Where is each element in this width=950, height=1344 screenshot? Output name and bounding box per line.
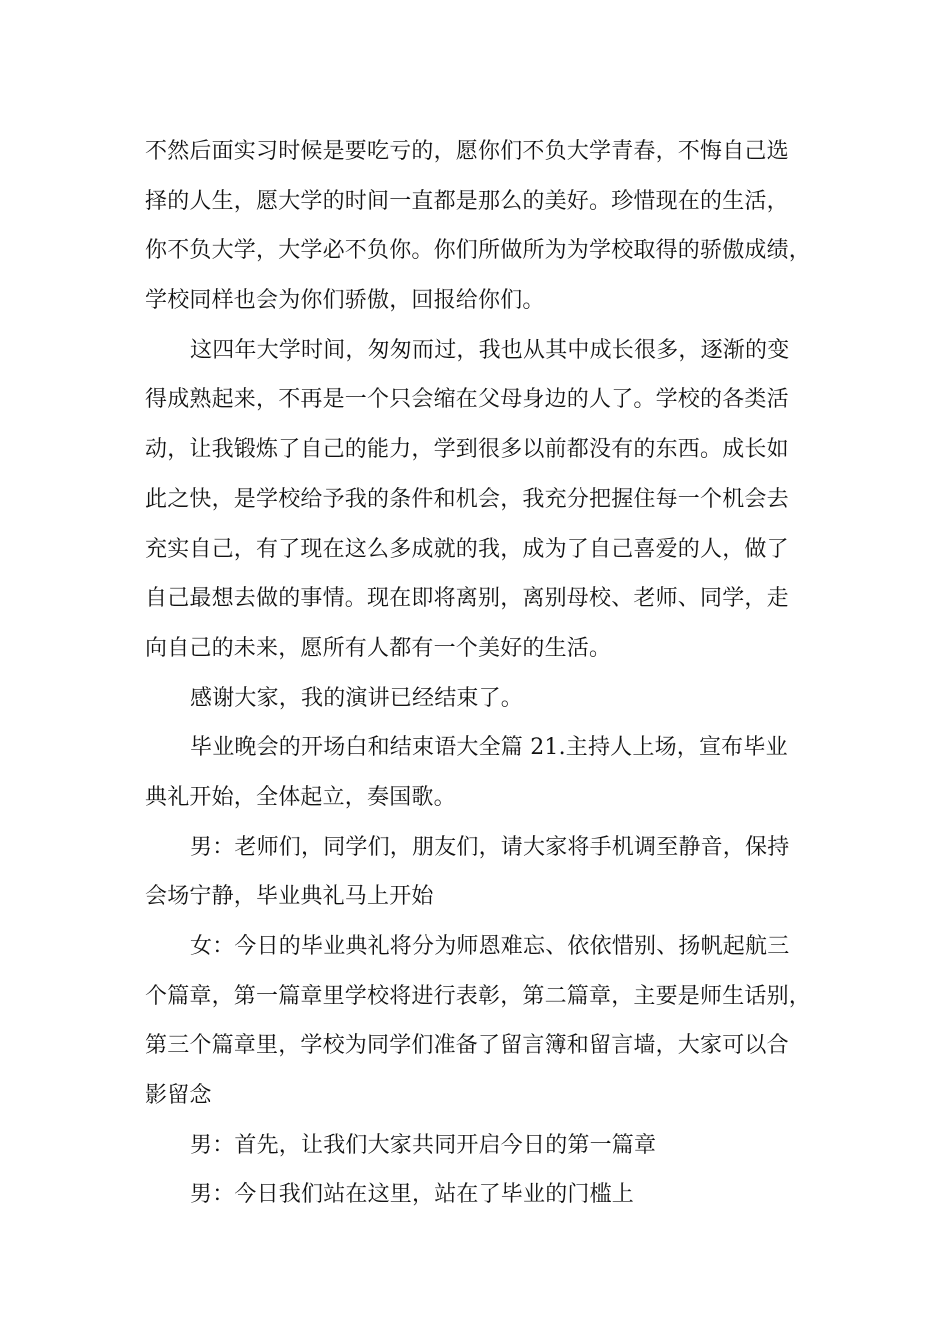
paragraph-first-line: 男：老师们，同学们，朋友们，请大家将手机调至静音，保持	[190, 835, 790, 860]
text-line: 此之快，是学校给予我的条件和机会，我充分把握住每一个机会去	[145, 487, 789, 512]
text-line: 向自己的未来，愿所有人都有一个美好的生活。	[145, 636, 612, 661]
paragraph-first-line: 男：今日我们站在这里，站在了毕业的门槛上	[190, 1182, 635, 1207]
text-line: 学校同样也会为你们骄傲，回报给你们。	[145, 288, 545, 313]
text-line: 你不负大学，大学必不负你。你们所做所为为学校取得的骄傲成绩，	[145, 238, 812, 263]
paragraph-first-line: 男：首先，让我们大家共同开启今日的第一篇章	[190, 1133, 657, 1158]
text-line: 典礼开始，全体起立，奏国歌。	[145, 785, 456, 810]
text-line: 得成熟起来，不再是一个只会缩在父母身边的人了。学校的各类活	[145, 387, 789, 412]
paragraph-first-line: 女：今日的毕业典礼将分为师恩难忘、依依惜别、扬帆起航三	[190, 934, 790, 959]
text-line: 影留念	[145, 1083, 212, 1108]
paragraph-first-line: 这四年大学时间，匆匆而过，我也从其中成长很多，逐渐的变	[190, 338, 790, 363]
text-line: 第三个篇章里，学校为同学们准备了留言簿和留言墙，大家可以合	[145, 1033, 789, 1058]
paragraph-first-line: 感谢大家，我的演讲已经结束了。	[190, 686, 524, 711]
text-line: 自己最想去做的事情。现在即将离别，离别母校、老师、同学，走	[145, 586, 789, 611]
text-line: 会场宁静，毕业典礼马上开始	[145, 884, 434, 909]
text-line: 动，让我锻炼了自己的能力，学到很多以前都没有的东西。成长如	[145, 437, 789, 462]
text-line: 择的人生，愿大学的时间一直都是那么的美好。珍惜现在的生活，	[145, 189, 789, 214]
text-line: 个篇章，第一篇章里学校将进行表彰，第二篇章，主要是师生话别，	[145, 984, 812, 1009]
text-line: 不然后面实习时候是要吃亏的，愿你们不负大学青春，不悔自己选	[145, 139, 789, 164]
paragraph-first-line: 毕业晚会的开场白和结束语大全篇 21.主持人上场，宣布毕业	[190, 735, 788, 760]
text-line: 充实自己，有了现在这么多成就的我，成为了自己喜爱的人，做了	[145, 537, 789, 562]
